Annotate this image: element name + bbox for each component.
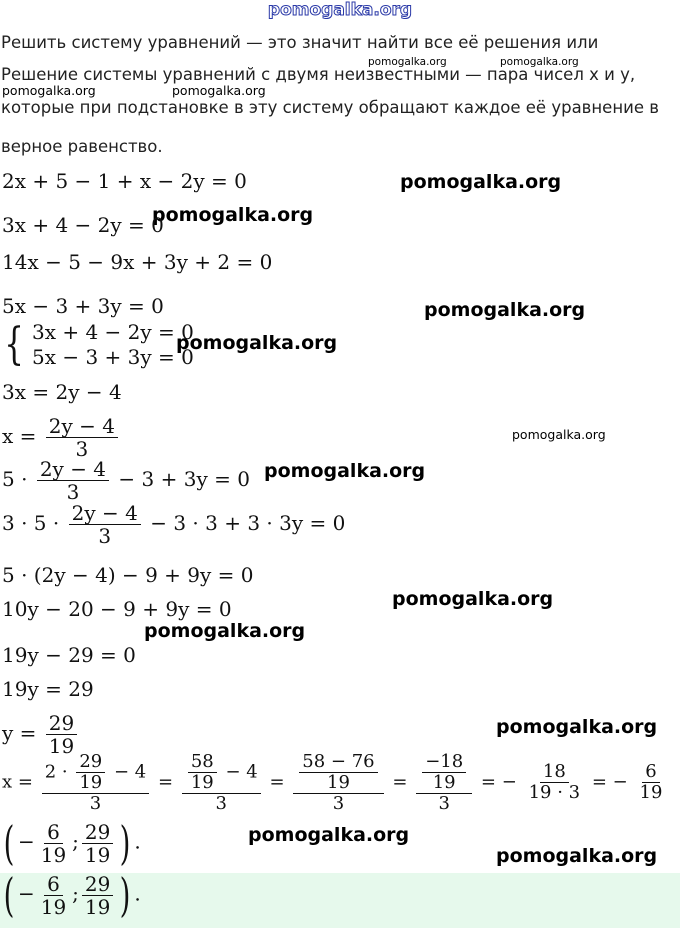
equation-12: 19y = 29 — [2, 677, 94, 701]
x-fraction-3-numerator — [293, 752, 383, 794]
x-fraction-3 — [293, 752, 383, 813]
equation-5: 3x = 2y − 4 — [2, 380, 122, 404]
eq8-numerator: 2y − 4 — [69, 502, 141, 525]
intro-line-1: Решить систему уравнений — это значит найти все её решения или — [1, 33, 599, 52]
eq7-prefix: 5 · — [2, 467, 28, 491]
watermark: pomogalka.org — [392, 588, 554, 610]
solution-minus: − — [17, 829, 35, 854]
left-paren: ( — [3, 868, 15, 922]
equation-1: 2x + 5 − 1 + x − 2y = 0 — [2, 169, 247, 193]
x-f1-inner-den: 19 — [79, 771, 103, 793]
x-f4-inner-num: −18 — [422, 752, 466, 773]
equals-sign: = — [591, 771, 607, 793]
x-f5-numerator: 18 — [540, 762, 569, 783]
watermark: pomogalka.org — [264, 460, 426, 482]
x-fraction-3-denominator: 3 — [332, 792, 345, 814]
equation-4: 5x − 3 + 3y = 0 — [2, 294, 164, 318]
watermark: pomogalka.org — [152, 204, 314, 226]
watermark: pomogalka.org — [512, 427, 606, 442]
watermark: pomogalka.org — [248, 824, 410, 846]
eq13-fraction — [46, 712, 77, 757]
answer-minus: − — [17, 881, 35, 906]
equation-6 — [2, 415, 121, 460]
solution-pair — [0, 816, 141, 870]
x-fraction-1 — [42, 752, 150, 813]
equals-sign: = — [269, 771, 285, 793]
watermark: pomogalka.org — [144, 620, 306, 642]
eq6-numerator: 2y − 4 — [46, 415, 118, 438]
equals-sign: = — [392, 771, 408, 793]
x-lhs: x = — [2, 771, 33, 793]
equation-8 — [2, 502, 345, 547]
equation-2: 3x + 4 − 2y = 0 — [2, 213, 164, 237]
x-fraction-2 — [182, 752, 261, 813]
answer-y — [82, 873, 113, 918]
answer-x-den: 19 — [40, 894, 67, 919]
x-f2-inner — [188, 752, 217, 793]
left-paren: ( — [3, 816, 15, 870]
site-title[interactable]: pomogalka.org — [267, 0, 413, 20]
equals-sign: = — [157, 771, 174, 793]
x-f1-minus: − 4 — [113, 761, 147, 783]
x-f5-denominator: 19 · 3 — [528, 782, 581, 804]
intro-line-2: Решение системы уравнений с двумя неизвестными — пара чисел x и y, — [1, 65, 636, 84]
watermark: pomogalka.org — [496, 716, 658, 738]
x-fraction-1-numerator — [42, 752, 150, 794]
right-paren: ) — [119, 816, 131, 870]
equation-13 — [2, 712, 80, 757]
answer-pair — [0, 868, 141, 922]
equation-9: 5 · (2y − 4) − 9 + 9y = 0 — [2, 563, 254, 587]
equation-system — [0, 320, 194, 370]
system-row-2: 5x − 3 + 3y = 0 — [32, 345, 194, 369]
watermark: pomogalka.org — [172, 83, 266, 98]
equals-sign: = — [480, 771, 497, 793]
eq8-fraction — [69, 502, 141, 547]
eq7-numerator: 2y − 4 — [37, 458, 109, 481]
eq7-suffix: − 3 + 3y = 0 — [118, 467, 250, 491]
x-fraction-1-denominator: 3 — [89, 792, 102, 814]
x-f6-sign: − — [612, 771, 628, 793]
x-f3-inner-den: 19 — [327, 771, 350, 793]
solution-separator: ; — [72, 829, 79, 854]
x-fraction-4 — [416, 752, 472, 813]
watermark: pomogalka.org — [400, 171, 562, 193]
x-fraction-6 — [637, 762, 666, 803]
x-fraction-2-denominator: 3 — [215, 792, 227, 814]
watermark: pomogalka.org — [496, 845, 658, 867]
answer-period: . — [134, 881, 141, 906]
x-f1-inner — [76, 752, 105, 793]
answer-x — [38, 873, 69, 918]
eq6-denominator: 3 — [75, 437, 89, 461]
x-f6-denominator: 19 — [639, 782, 663, 804]
answer-y-num: 29 — [82, 873, 113, 896]
system-row-1: 3x + 4 − 2y = 0 — [32, 320, 194, 344]
eq13-lhs: y = — [2, 721, 37, 745]
solution-y-den: 19 — [84, 842, 111, 867]
solution-x-num: 6 — [44, 821, 63, 844]
x-f2-inner-num: 58 — [188, 752, 217, 773]
intro-line-3: которые при подстановке в эту систему обращают каждое её уравнение в — [1, 98, 659, 117]
x-f3-inner-num: 58 − 76 — [299, 752, 377, 773]
x-fraction-5 — [526, 762, 584, 803]
solution-y-num: 29 — [82, 821, 113, 844]
x-f2-minus: − 4 — [225, 761, 258, 783]
x-f6-numerator: 6 — [642, 762, 659, 783]
eq13-denominator: 19 — [48, 734, 75, 758]
eq6-fraction — [46, 415, 118, 460]
equation-10: 10y − 20 − 9 + 9y = 0 — [2, 597, 232, 621]
watermark: pomogalka.org — [176, 332, 338, 354]
solution-x-den: 19 — [40, 842, 67, 867]
equation-7 — [2, 458, 250, 503]
solution-x — [38, 821, 69, 866]
x-f1-inner-num: 29 — [76, 752, 105, 773]
intro-line-4: верное равенство. — [1, 137, 163, 156]
watermark: pomogalka.org — [500, 56, 579, 68]
x-fraction-4-numerator — [416, 752, 472, 794]
eq8-denominator: 3 — [98, 524, 112, 548]
watermark: pomogalka.org — [2, 83, 96, 98]
eq8-suffix: − 3 · 3 + 3 · 3y = 0 — [150, 511, 346, 535]
equation-3: 14x − 5 − 9x + 3y + 2 = 0 — [2, 250, 273, 274]
x-f4-inner-den: 19 — [432, 771, 456, 793]
x-fraction-4-denominator: 3 — [438, 792, 450, 814]
x-f3-inner — [299, 752, 377, 793]
x-f2-inner-den: 19 — [190, 771, 214, 793]
eq7-denominator: 3 — [66, 480, 80, 504]
right-paren: ) — [119, 868, 131, 922]
eq7-fraction — [37, 458, 109, 503]
system-brace: { — [4, 319, 24, 370]
watermark: pomogalka.org — [424, 299, 586, 321]
x-computation — [2, 752, 668, 813]
eq13-numerator: 29 — [46, 712, 77, 735]
x-f5-sign: − — [501, 771, 517, 793]
eq8-prefix: 3 · 5 · — [2, 511, 60, 535]
solution-y — [82, 821, 113, 866]
equation-11: 19y − 29 = 0 — [2, 643, 136, 667]
answer-x-num: 6 — [44, 873, 63, 896]
answer-separator: ; — [72, 881, 79, 906]
solution-period: . — [134, 829, 141, 854]
watermark: pomogalka.org — [368, 56, 447, 68]
eq6-lhs: x = — [2, 424, 37, 448]
x-f1-factor: 2 · — [44, 761, 68, 783]
answer-y-den: 19 — [84, 894, 111, 919]
x-f4-inner — [422, 752, 466, 793]
x-fraction-2-numerator — [182, 752, 261, 794]
